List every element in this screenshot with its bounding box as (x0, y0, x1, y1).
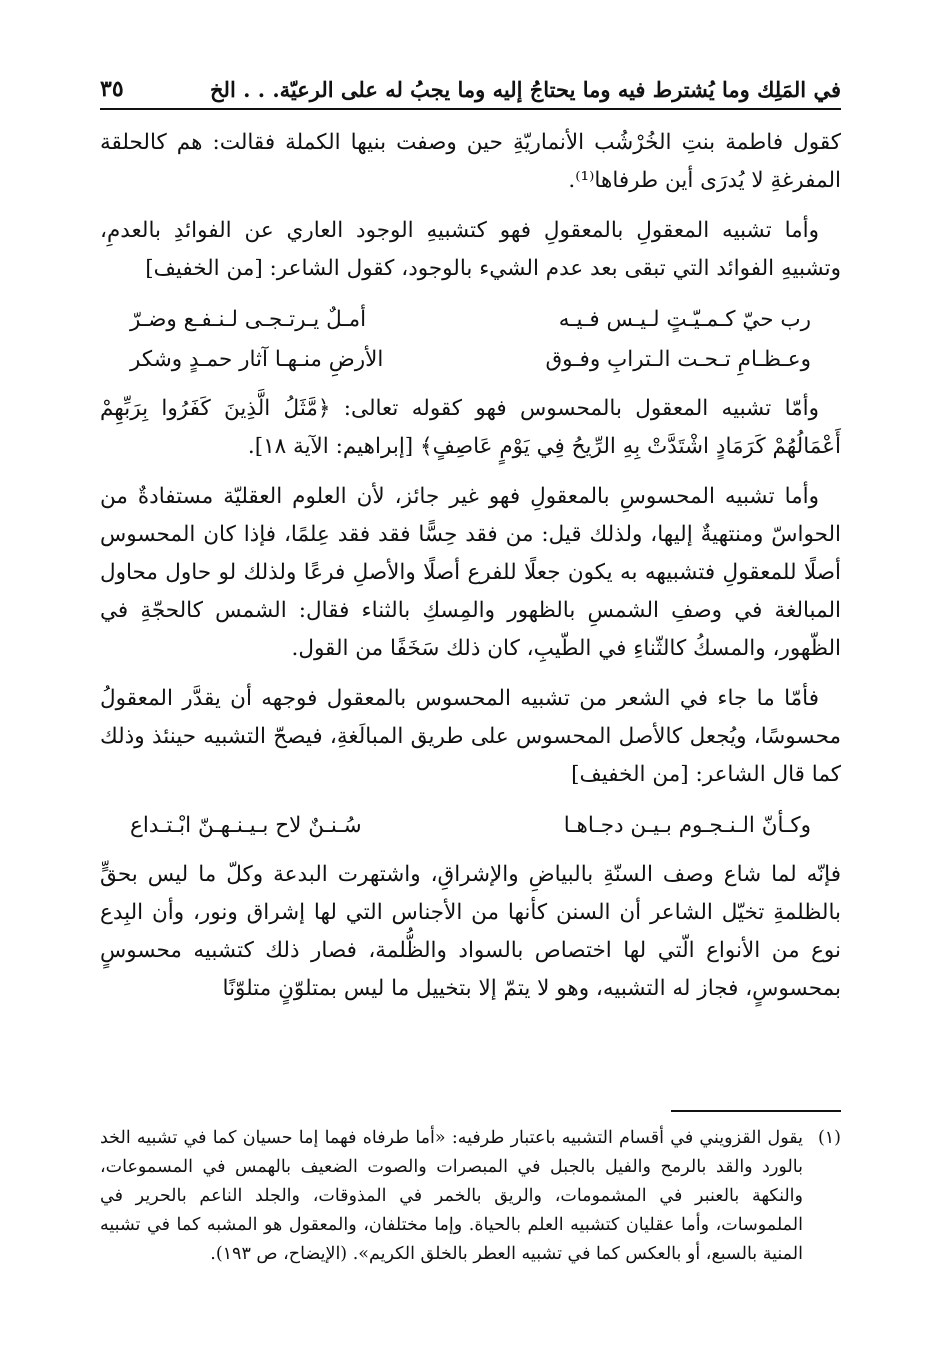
paragraph: وأما تشبيه المحسوسِ بالمعقولِ فهو غير جائز، لأن العلوم العقليّة مستفادةٌ من الحواسّ ومنتهيةٌ إليها، ولذلك قيل: من فقد حِسًّا فقد فقد عِلمًا، فإذا كان المحسوس أصلًا للمعقولِ فتشبيهه به يكون جعلًا للفرع أصلًا والأصلِ فرعًا ولذلك لو حاول محاول المبالغة في وصفِ الشمسِ بالظهور والمِسكِ بالثناء فقال: الشمس كالحجّةِ في الظّهور، والمسكُ كالثّناءِ في الطّيبِ، كان ذلك سَخَفًا من القول. (100, 484, 841, 661)
verse-hemistich-first: وكـأنّ الـنـجـوم بـيـن دجـاهـا (563, 813, 811, 838)
paragraph: فإنّه لما شاع وصف السنّةِ بالبياضِ والإشراقِ، واشتهرت البدعة وكلّ ما ليس بحقٍّ بالظلمةِ تخيّل الشاعر أن السنن كأنها من الأجناس التي لها إشراق ونور، وأن البِدع نوع من الأنواع الّتي لها اختصاص بالسواد والظُّلمة، فصار ذلك كتشبيه محسوسٍ بمحسوسٍ، فجاز له التشبيه، وهو لا يتمّ إلا بتخييل ما ليس بمتلوّنٍ متلوّنًا (100, 862, 841, 1001)
footnote (100, 1124, 841, 1269)
verse-line (100, 300, 841, 340)
footnotes (100, 1124, 841, 1269)
verse-hemistich-second: سُـنـنٌ لاح بـيـنـهـنّ ابْـتـداع (130, 813, 362, 838)
page-number: ٣٥ (100, 76, 124, 102)
book-page (100, 70, 841, 1349)
main-text (100, 124, 841, 1008)
footnote-separator (671, 1110, 841, 1112)
footnote-number: (١) (817, 1128, 841, 1148)
verse-hemistich-first: رب حيّ كـمـيّـتٍ لـيـس فـيـه (558, 307, 811, 332)
poem-verses (100, 806, 841, 846)
verse-line (100, 340, 841, 380)
running-title: في المَلِك وما يُشترط فيه وما يحتاجُ إليه وما يجبُ له على الرعيّة. . . الخ (209, 77, 841, 102)
paragraph: وأما تشبيه المعقولِ بالمعقولِ فهو كتشبيهِ الوجود العاري عن الفوائدِ بالعدمِ، وتشبيهِ الفوائد التي تبقى بعد عدم الشيء بالوجود، كقول الشاعر: [من الخفيف] (100, 218, 841, 281)
poem-verses (100, 300, 841, 380)
verse-hemistich-first: وعـظـامِ تـحـت الـترابِ وفـوق (545, 347, 811, 372)
paragraph: فأمّا ما جاء في الشعر من تشبيه المحسوس بالمعقول فوجهه أن يقدَّر المعقولُ محسوسًا، ويُجعل كالأصل المحسوس على طريق المبالَغةِ، فيصحّ التشبيه حينئذ وذلك كما قال الشاعر: [من الخفيف] (100, 686, 841, 787)
paragraph: كقول فاطمة بنتِ الخُرْشُب الأنماريّةِ حين وصفت بنيها الكملة فقالت: هم كالحلقة المفرغةِ لا يُدرَى أين طرفاها⁽¹⁾. (100, 130, 841, 193)
paragraph-quran: وأمّا تشبيه المعقول بالمحسوس فهو كقوله تعالى: ﴿مَّثَلُ الَّذِينَ كَفَرُوا بِرَبِّهِمْ أَعْمَالُهُمْ كَرَمَادٍ اشْتَدَّتْ بِهِ الرِّيحُ فِي يَوْمٍ عَاصِفٍ﴾ [إبراهيم: الآية ١٨]. (100, 396, 841, 459)
verse-hemistich-second: الأرضِ منـهـا آثار حمـدٍ وشكر (130, 347, 384, 372)
page-header (100, 70, 841, 110)
verse-hemistich-second: أمـلٌ يـرتـجـى لـنـفـع وضـرّ (130, 307, 367, 332)
verse-line (100, 806, 841, 846)
footnote-text: يقول القزويني في أقسام التشبيه باعتبار طرفيه: «أما طرفاه فهما إما حسيان كما في تشبيه الخد بالورد والقد بالرمح والفيل بالجبل في المبصرات والصوت الضعيف بالهمس في المسموعات، والنكهة بالعنبر في المشمومات، والريق بالخمر في المذوقات، والجلد الناعم بالحرير في الملموسات، وأما عقليان كتشبيه العلم بالحياة. وإما مختلفان، والمعقول هو المشبه كما في تشبيه المنية بالسبع، أو بالعكس كما في تشبيه العطر بالخلق الكريم». (الإيضاح، ص ١٩٣). (100, 1128, 803, 1264)
